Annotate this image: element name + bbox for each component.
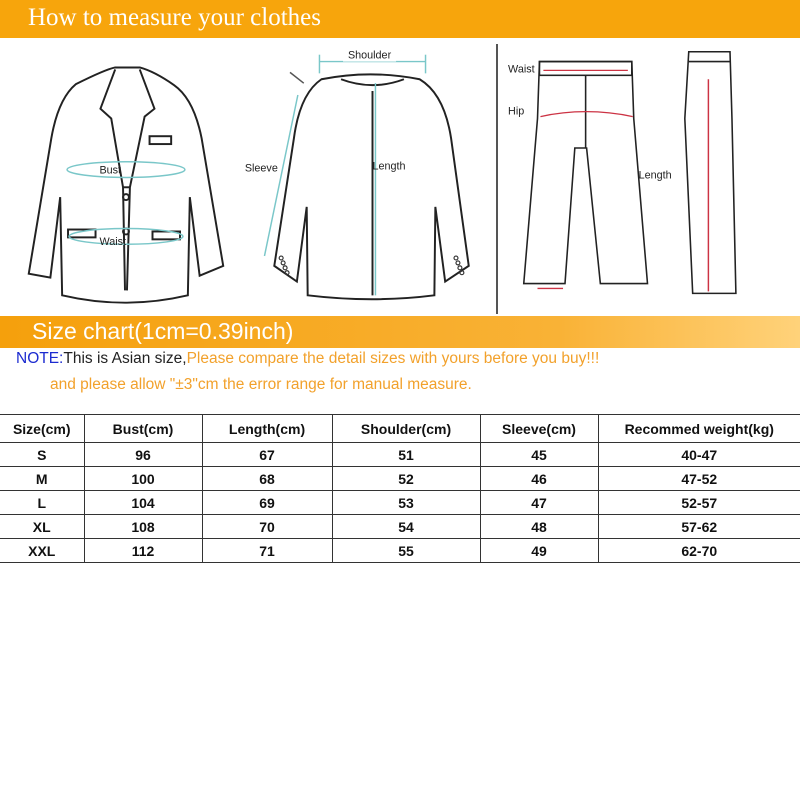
jacket-front-illustration xyxy=(29,67,223,302)
header-length: Length(cm) xyxy=(202,415,332,443)
title-banner xyxy=(0,0,800,38)
pants-front-illustration xyxy=(524,62,648,284)
cell-length: 70 xyxy=(202,515,332,539)
header-sleeve: Sleeve(cm) xyxy=(480,415,598,443)
cell-size: M xyxy=(0,467,84,491)
cell-shoulder: 53 xyxy=(332,491,480,515)
size-table xyxy=(0,414,800,563)
cell-sleeve: 49 xyxy=(480,539,598,563)
header-shoulder: Shoulder(cm) xyxy=(332,415,480,443)
cell-weight: 57-62 xyxy=(598,515,800,539)
table-row xyxy=(0,539,800,563)
page-title: How to measure your clothes xyxy=(28,4,321,31)
pants-side-illustration xyxy=(685,52,736,294)
cell-sleeve: 47 xyxy=(480,491,598,515)
note-line xyxy=(16,350,599,368)
cell-bust: 96 xyxy=(84,443,202,467)
cell-bust: 100 xyxy=(84,467,202,491)
cell-size: XL xyxy=(0,515,84,539)
sleeve-marker xyxy=(290,72,304,83)
hip-label: Hip xyxy=(508,105,525,118)
table-row xyxy=(0,491,800,515)
note-lead: NOTE: xyxy=(16,350,64,367)
cell-sleeve: 45 xyxy=(480,443,598,467)
cell-shoulder: 54 xyxy=(332,515,480,539)
back-length-label: Length xyxy=(372,160,406,173)
note-error-range: and please allow "±3"cm the error range for manual measure. xyxy=(50,376,472,393)
cell-bust: 108 xyxy=(84,515,202,539)
front-waist-label: Waist xyxy=(99,236,127,249)
cell-sleeve: 48 xyxy=(480,515,598,539)
cell-size: XXL xyxy=(0,539,84,563)
table-row xyxy=(0,515,800,539)
cell-weight: 62-70 xyxy=(598,539,800,563)
measurement-diagrams xyxy=(0,38,800,313)
cell-shoulder: 55 xyxy=(332,539,480,563)
cell-weight: 52-57 xyxy=(598,491,800,515)
pants-length-label: Length xyxy=(638,169,672,182)
size-chart-banner xyxy=(0,316,800,348)
cell-bust: 104 xyxy=(84,491,202,515)
table-row xyxy=(0,467,800,491)
cell-weight: 40-47 xyxy=(598,443,800,467)
sleeve-label: Sleeve xyxy=(244,162,278,175)
table-row xyxy=(0,443,800,467)
jacket-back-illustration xyxy=(274,74,468,299)
note-compare: Please compare the detail sizes with yours before you buy!!! xyxy=(186,350,600,367)
note-asian-size: This is Asian size, xyxy=(63,350,187,367)
cell-weight: 47-52 xyxy=(598,467,800,491)
cell-sleeve: 46 xyxy=(480,467,598,491)
bust-label: Bust xyxy=(99,164,122,177)
cell-length: 68 xyxy=(202,467,332,491)
shoulder-label: Shoulder xyxy=(347,49,392,62)
cell-size: S xyxy=(0,443,84,467)
table-header-row xyxy=(0,415,800,443)
header-weight: Recommed weight(kg) xyxy=(598,415,800,443)
cell-size: L xyxy=(0,491,84,515)
cell-shoulder: 52 xyxy=(332,467,480,491)
pants-waist-label: Waist xyxy=(508,63,535,76)
cell-shoulder: 51 xyxy=(332,443,480,467)
size-chart-title: Size chart(1cm=0.39inch) xyxy=(32,318,294,344)
cell-bust: 112 xyxy=(84,539,202,563)
header-size: Size(cm) xyxy=(0,415,84,443)
header-bust: Bust(cm) xyxy=(84,415,202,443)
cell-length: 71 xyxy=(202,539,332,563)
panel-divider xyxy=(496,44,498,314)
cell-length: 69 xyxy=(202,491,332,515)
cell-length: 67 xyxy=(202,443,332,467)
